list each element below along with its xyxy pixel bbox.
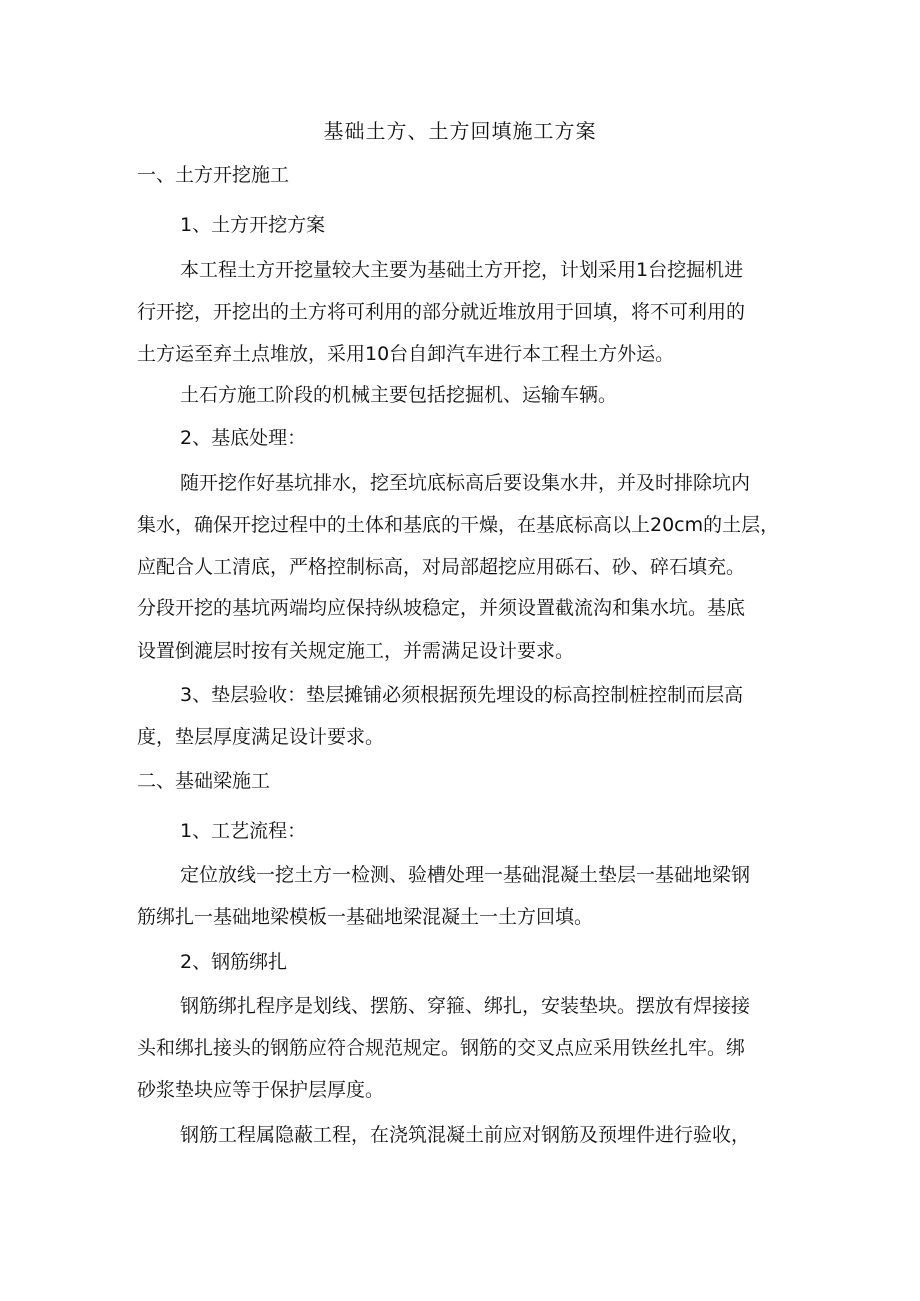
paragraph-line: 定位放线一挖土方一检测、验槽处理一基础混凝土垫层一基础地梁钢 [180,864,751,886]
subheading-base-treatment: 2、基底处理： [180,427,307,449]
paragraph-line: 筋绑扎一基础地梁模板一基础地梁混凝土一土方回填。 [137,906,594,928]
paragraph-line: 3、垫层验收：垫层摊铺必须根据预先埋设的标高控制桩控制而层高 [180,684,744,706]
subheading-excavation-plan: 1、土方开挖方案 [180,214,326,236]
paragraph-line: 集水，确保开挖过程中的土体和基底的干燥，在基底标高以上20cm的土层， [137,514,780,536]
paragraph-line: 本工程土方开挖量较大主要为基础土方开挖，计划采用1台挖掘机进 [180,259,744,281]
paragraph-line: 钢筋绑扎程序是划线、摆筋、穿箍、绑扎，安装垫块。摆放有焊接接 [180,995,751,1017]
paragraph-line: 应配合人工清底，严格控制标高，对局部超挖应用砾石、砂、碎石填充。 [137,556,746,578]
paragraph-line: 分段开挖的基坑两端均应保持纵坡稳定，并须设置截流沟和集水坑。基底 [137,597,746,619]
paragraph-line: 头和绑扎接头的钢筋应符合规范规定。钢筋的交叉点应采用铁丝扎牢。绑 [137,1037,746,1059]
paragraph-line: 土方运至弃土点堆放，采用10台自卸汽车进行本工程土方外运。 [137,343,675,365]
subheading-process-flow: 1、工艺流程： [180,820,307,842]
section-heading-earthwork: 一、土方开挖施工 [137,164,290,186]
document-title: 基础土方、土方回填施工方案 [323,119,597,143]
subheading-rebar-binding: 2、钢筋绑扎 [180,951,288,973]
paragraph-line: 钢筋工程属隐蔽工程，在浇筑混凝土前应对钢筋及预埋件进行验收， [180,1124,751,1146]
paragraph-line: 砂浆垫块应等于保护层厚度。 [137,1079,385,1101]
section-heading-foundation-beam: 二、基础梁施工 [137,770,271,792]
paragraph-line: 随开挖作好基坑排水，挖至坑底标高后要设集水井，并及时排除坑内 [180,472,751,494]
paragraph-line: 设置倒漉层时按有关规定施工，并需满足设计要求。 [137,640,575,662]
paragraph-line: 行开挖，开挖出的土方将可利用的部分就近堆放用于回填，将不可利用的 [137,301,746,323]
paragraph-line: 度，垫层厚度满足设计要求。 [137,726,385,748]
paragraph-line: 土石方施工阶段的机械主要包括挖掘机、运输车辆。 [180,384,618,406]
